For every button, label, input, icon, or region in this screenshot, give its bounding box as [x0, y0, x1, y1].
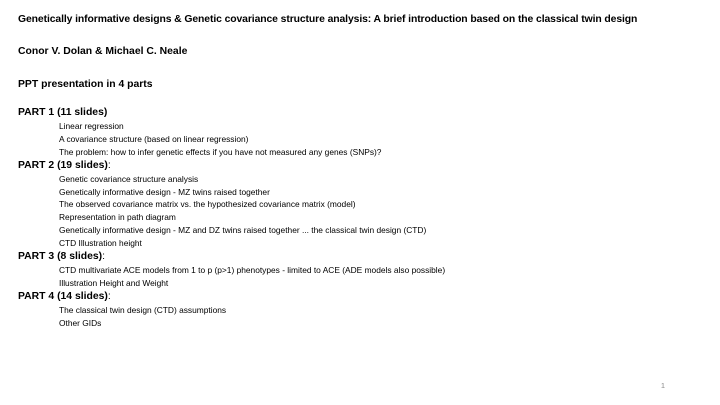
presentation-title: Genetically informative designs & Genetic covariance structure analysis: A brief introduction based on the classical twin design [18, 14, 638, 25]
part-item: Linear regression [59, 121, 124, 131]
part-item: CTD Illustration height [59, 238, 142, 249]
part-heading-label: PART 4 (14 slides) [18, 290, 108, 302]
part-heading-label: PART 2 (19 slides) [18, 159, 108, 171]
part-4 [18, 290, 708, 330]
part-heading [18, 106, 708, 120]
parts-outline [18, 106, 708, 330]
part-item: Other GIDs [59, 317, 102, 328]
part-heading [18, 159, 708, 173]
part-item: A covariance structure (based on linear regression) [59, 133, 249, 144]
part-heading-colon: : [102, 251, 105, 263]
part-item-list [18, 304, 708, 330]
part-item: CTD multivariate ACE models from 1 to p (p>1) phenotypes - limited to ACE (ADE models also possible) [59, 265, 446, 276]
part-item: The problem: how to infer genetic effects if you have not measured any genes (SNPs)? [59, 146, 382, 157]
part-heading [18, 290, 708, 304]
part-item-list [18, 173, 708, 250]
part-heading-label: PART 1 (11 slides) [18, 107, 108, 118]
part-2 [18, 159, 708, 250]
part-heading-colon: : [107, 290, 111, 302]
part-heading [18, 250, 708, 264]
authors: Conor V. Dolan & Michael C. Neale [18, 46, 188, 57]
presentation-format: PPT presentation in 4 parts [18, 79, 153, 90]
part-item: Genetically informative design - MZ twins raised together [59, 186, 270, 197]
part-item-list [18, 264, 708, 290]
part-item: Genetic covariance structure analysis [59, 173, 199, 184]
part-item: The classical twin design (CTD) assumptions [59, 304, 227, 315]
part-3 [18, 250, 708, 290]
part-1 [18, 106, 708, 159]
part-heading-colon: : [107, 159, 111, 171]
part-item-list [18, 120, 708, 159]
part-item: Genetically informative design - MZ and DZ twins raised together ... the classical twin design (CTD) [59, 225, 427, 236]
part-item: Representation in path diagram [59, 212, 176, 223]
page-number: 1 [660, 381, 665, 390]
part-item: The observed covariance matrix vs. the hypothesized covariance matrix (model) [59, 199, 356, 210]
part-item: Illustration Height and Weight [59, 277, 169, 288]
part-heading-label: PART 3 (8 slides) [18, 251, 103, 263]
